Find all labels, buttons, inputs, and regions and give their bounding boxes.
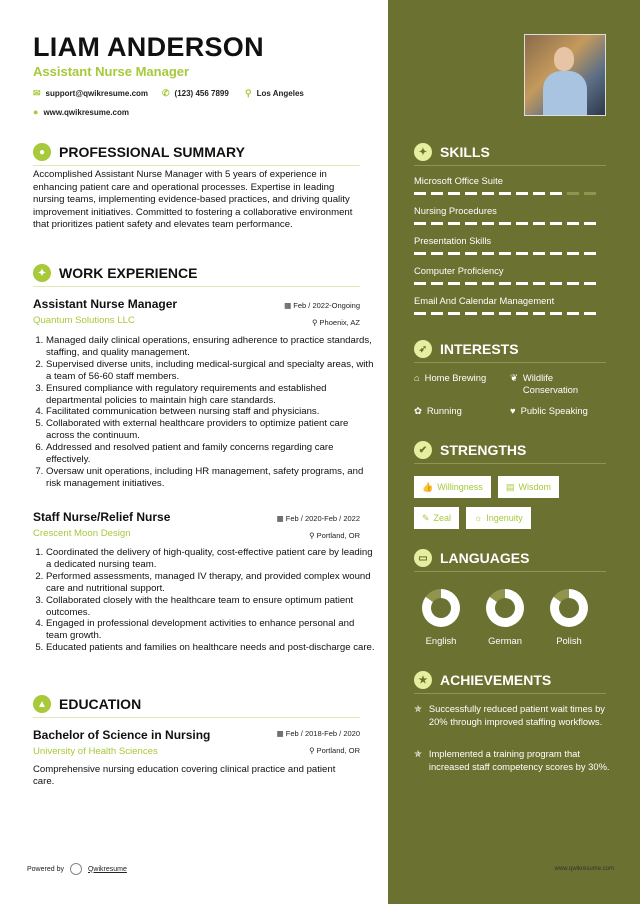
achievement-item <box>414 703 614 728</box>
paw-icon: ✿ <box>414 405 422 416</box>
skill-level-dash <box>448 192 460 195</box>
skills-heading <box>414 143 490 161</box>
job-location <box>309 531 360 540</box>
skill-level-dash <box>482 252 494 255</box>
globe-icon: ● <box>33 107 39 117</box>
photo-body <box>543 71 587 115</box>
skill-level-dash <box>499 312 511 315</box>
calendar-icon: ▦ <box>276 514 286 523</box>
strength-label: Ingenuity <box>486 513 523 523</box>
translate-icon: ▭ <box>414 549 432 567</box>
skill-level-dash <box>482 222 494 225</box>
interest-label: Home Brewing <box>424 372 487 383</box>
skill-level-dash <box>516 252 528 255</box>
brand-link[interactable]: Qwikresume <box>87 865 127 873</box>
skill-level-dash <box>499 222 511 225</box>
email-contact[interactable] <box>33 88 148 99</box>
skill-level-dash <box>533 282 545 285</box>
achievement-star-icon: ✯ <box>414 748 422 759</box>
powered-by[interactable] <box>27 863 127 875</box>
education-heading-text: EDUCATION <box>59 696 142 712</box>
skill-name: Nursing Procedures <box>414 205 497 216</box>
interest-label: Public Speaking <box>520 405 588 416</box>
school-name: University of Health Sciences <box>33 746 158 757</box>
summary-heading-text: PROFESSIONAL SUMMARY <box>59 144 245 160</box>
skills-heading-text: SKILLS <box>440 144 490 160</box>
languages-divider <box>414 571 606 572</box>
job-location-text: Portland, OR <box>316 531 360 540</box>
list-item: 7. Oversaw unit operations, including HR management, safety programs, and risk management initiatives. <box>46 466 376 490</box>
strengths-divider <box>414 463 606 464</box>
skill-level-dash <box>567 222 579 225</box>
job-company: Quantum Solutions LLC <box>33 315 135 326</box>
language-name: English <box>425 635 457 646</box>
skill-level-dash <box>448 282 460 285</box>
achievement-item <box>414 748 614 773</box>
achievements-heading <box>414 671 551 689</box>
list-item: 4. Engaged in professional development activities to enhance personal and team growth. <box>46 618 376 642</box>
skill-level-dash <box>431 192 443 195</box>
skill-level-dash <box>465 252 477 255</box>
interest-label: Running <box>426 405 462 416</box>
skill-level-dash <box>516 282 528 285</box>
skill-level-dash <box>482 282 494 285</box>
skill-level-dash <box>414 282 426 285</box>
skill-level-dash <box>482 312 494 315</box>
skill-level-dash <box>516 222 528 225</box>
qwikresume-logo-icon <box>70 863 82 875</box>
job-company: Crescent Moon Design <box>33 528 131 539</box>
skill-level-dash <box>431 282 443 285</box>
skill-level-dash <box>516 312 528 315</box>
job-location-text: Phoenix, AZ <box>319 318 360 327</box>
list-item: 4. Facilitated communication between nursing staff and physicians. <box>46 406 376 418</box>
language-name: German <box>488 635 522 646</box>
location-pin-icon: ⚲ <box>245 88 252 98</box>
language-level-ring <box>486 589 524 627</box>
skill-level-dash <box>431 252 443 255</box>
achievements-heading-text: ACHIEVEMENTS <box>440 672 552 688</box>
calendar-icon: ▦ <box>276 729 286 738</box>
interests-divider <box>414 362 606 363</box>
education-description: Comprehensive nursing education covering clinical practice and patient care. <box>33 764 336 788</box>
language-level-ring <box>550 589 588 627</box>
skill-level-dash <box>550 312 562 315</box>
rocket-icon: ➶ <box>414 340 432 358</box>
lightbulb-icon: ✦ <box>33 264 51 282</box>
interest-item <box>510 372 600 396</box>
calendar-icon: ▦ <box>284 301 294 310</box>
job-title: Assistant Nurse Manager <box>33 297 178 311</box>
strength-tag <box>466 507 531 529</box>
book-icon: ▤ <box>506 481 515 492</box>
skill-level-dash <box>499 252 511 255</box>
powered-by-text: Powered by <box>27 865 64 873</box>
skill-level-dash <box>584 192 596 195</box>
skill-level-dash <box>499 282 511 285</box>
heart-icon: ♥ <box>510 405 516 416</box>
skill-level-dash <box>567 192 579 195</box>
graduation-cap-icon: ▲ <box>33 695 51 713</box>
phone-contact[interactable] <box>162 88 229 99</box>
list-item: 2. Supervised diverse units, including medical-surgical and specialty areas, with a team of 56-60 staff members. <box>46 359 376 383</box>
job-date-text: Feb / 2020-Feb / 2022 <box>285 514 360 523</box>
list-item: 1. Managed daily clinical operations, ensuring adherence to practice standards, staffing, and quality management. <box>46 335 376 359</box>
strengths-heading <box>414 441 526 459</box>
skill-level-dash <box>465 222 477 225</box>
skill-level-bar <box>414 252 596 255</box>
skill-level-dash <box>465 282 477 285</box>
strengths-heading-text: STRENGTHS <box>440 442 527 458</box>
skill-name: Computer Proficiency <box>414 265 504 276</box>
photo-face <box>554 47 574 71</box>
skill-level-dash <box>533 222 545 225</box>
language-name: Polish <box>556 635 582 646</box>
skill-level-dash <box>465 312 477 315</box>
skill-level-dash <box>448 252 460 255</box>
skill-level-dash <box>584 312 596 315</box>
ring-hole <box>431 598 451 618</box>
job-date <box>277 514 360 523</box>
summary-heading <box>33 143 245 161</box>
language-level-ring <box>422 589 460 627</box>
skill-level-dash <box>431 222 443 225</box>
education-date-text: Feb / 2018-Feb / 2020 <box>285 729 360 738</box>
skill-level-dash <box>533 312 545 315</box>
experience-heading-text: WORK EXPERIENCE <box>59 265 198 281</box>
job-date-text: Feb / 2022-Ongoing <box>293 301 360 310</box>
summary-text: Accomplished Assistant Nurse Manager with 5 years of experience in enhancing patient care and operational processes. Expertise in leading nursing teams, implementing evidence-based practices, and driving quality improvement initiatives. Committed to fostering a collaborative environment that prioritizes patient safety and elevates team performance. <box>33 169 353 231</box>
skill-level-dash <box>482 192 494 195</box>
candidate-name: LIAM ANDERSON <box>33 32 264 62</box>
skill-level-bar <box>414 222 596 225</box>
paw-leaf-icon: ❦ <box>510 372 518 383</box>
list-item: 3. Collaborated closely with the healthcare team to ensure optimum patient outcomes. <box>46 595 376 619</box>
skill-level-dash <box>414 222 426 225</box>
interests-heading <box>414 340 519 358</box>
skill-level-dash <box>584 222 596 225</box>
list-item: 6. Addressed and resolved patient and family concerns regarding care effectively. <box>46 442 376 466</box>
skill-level-bar <box>414 282 596 285</box>
languages-heading-text: LANGUAGES <box>440 550 530 566</box>
skill-level-dash <box>431 312 443 315</box>
star-icon: ★ <box>414 671 432 689</box>
candidate-title: Assistant Nurse Manager <box>33 64 190 79</box>
list-item: 5. Educated patients and families on healthcare needs and post-discharge care. <box>46 642 376 654</box>
strength-tag <box>414 507 459 529</box>
user-icon: ● <box>33 143 51 161</box>
skill-level-bar <box>414 192 596 195</box>
home-brew-icon: ⌂ <box>414 372 420 383</box>
location-text: Los Angeles <box>256 89 304 98</box>
education-location <box>309 746 360 755</box>
skill-level-dash <box>567 252 579 255</box>
skill-level-dash <box>414 312 426 315</box>
skill-name: Microsoft Office Suite <box>414 175 503 186</box>
skill-name: Email And Calendar Management <box>414 295 555 306</box>
strength-label: Zeal <box>433 513 452 523</box>
strength-tag <box>414 476 491 498</box>
location-contact <box>245 88 304 99</box>
strength-tag <box>498 476 559 498</box>
skill-level-dash <box>567 312 579 315</box>
skill-level-dash <box>584 252 596 255</box>
achievements-divider <box>414 693 606 694</box>
website-text: www.qwikresume.com <box>43 107 129 117</box>
skill-level-dash <box>516 192 528 195</box>
skill-level-dash <box>465 192 477 195</box>
bolt-icon: ✎ <box>422 512 430 523</box>
list-item: 2. Performed assessments, managed IV therapy, and provided complex wound care and nutritional support. <box>46 571 376 595</box>
achievement-text: Implemented a training program that increased staff competency scores by 30%. <box>428 748 610 772</box>
lightbulb-icon: ✦ <box>414 143 432 161</box>
achievement-star-icon: ✯ <box>414 703 422 714</box>
skill-level-dash <box>550 252 562 255</box>
skill-level-dash <box>414 192 426 195</box>
lightbulb-icon: ☼ <box>474 513 483 523</box>
education-divider <box>33 717 360 718</box>
job-bullets <box>33 547 376 654</box>
phone-icon: ✆ <box>162 88 170 98</box>
pin-icon: ⚲ <box>309 746 317 755</box>
sidebar <box>388 0 640 904</box>
skill-name: Presentation Skills <box>414 235 492 246</box>
languages-heading <box>414 549 529 567</box>
profile-photo <box>524 34 606 116</box>
skill-level-dash <box>448 222 460 225</box>
skill-level-dash <box>533 252 545 255</box>
skill-level-dash <box>567 282 579 285</box>
ring-hole <box>495 598 515 618</box>
job-date <box>284 301 360 310</box>
thumbs-up-icon: 👍 <box>422 481 434 492</box>
pin-icon: ⚲ <box>309 531 317 540</box>
job-location <box>312 318 360 327</box>
ring-hole <box>559 598 579 618</box>
strength-label: Wisdom <box>518 482 552 492</box>
interest-label: Wildlife Conservation <box>522 372 579 395</box>
list-item: 1. Coordinated the delivery of high-quality, cost-effective patient care by leading a dedicated nursing team. <box>46 547 376 571</box>
interest-item <box>414 405 462 417</box>
list-item: 3. Ensured compliance with regulatory requirements and established departmental policies to maintain high care standards. <box>46 383 376 407</box>
skill-level-dash <box>550 222 562 225</box>
website-contact[interactable] <box>33 107 129 117</box>
education-date <box>277 729 360 738</box>
skill-level-dash <box>550 192 562 195</box>
interest-item <box>414 372 486 384</box>
interest-item <box>510 405 588 417</box>
skill-level-dash <box>584 282 596 285</box>
pin-icon: ⚲ <box>311 318 320 327</box>
skill-level-dash <box>414 252 426 255</box>
degree-title: Bachelor of Science in Nursing <box>33 728 211 742</box>
email-text: support@qwikresume.com <box>45 89 149 98</box>
job-title: Staff Nurse/Relief Nurse <box>33 510 171 524</box>
education-heading <box>33 695 141 713</box>
phone-text: (123) 456 7899 <box>174 89 229 98</box>
interests-heading-text: INTERESTS <box>440 341 519 357</box>
strength-label: Willingness <box>437 482 483 492</box>
skill-level-dash <box>499 192 511 195</box>
envelope-icon: ✉ <box>33 88 41 98</box>
education-location-text: Portland, OR <box>316 746 360 755</box>
thumbs-up-icon: ✔ <box>414 441 432 459</box>
experience-divider <box>33 286 360 287</box>
experience-heading <box>33 264 197 282</box>
job-bullets <box>33 335 376 490</box>
skill-level-dash <box>550 282 562 285</box>
list-item: 5. Collaborated with external healthcare providers to optimize patient care across the continuum. <box>46 418 376 442</box>
skill-level-dash <box>533 192 545 195</box>
skill-level-bar <box>414 312 596 315</box>
skills-divider <box>414 165 606 166</box>
skill-level-dash <box>448 312 460 315</box>
site-url[interactable]: www.qwikresume.com <box>554 866 614 872</box>
achievement-text: Successfully reduced patient wait times by 20% through improved staffing workflows. <box>428 703 605 727</box>
summary-divider <box>33 165 360 166</box>
